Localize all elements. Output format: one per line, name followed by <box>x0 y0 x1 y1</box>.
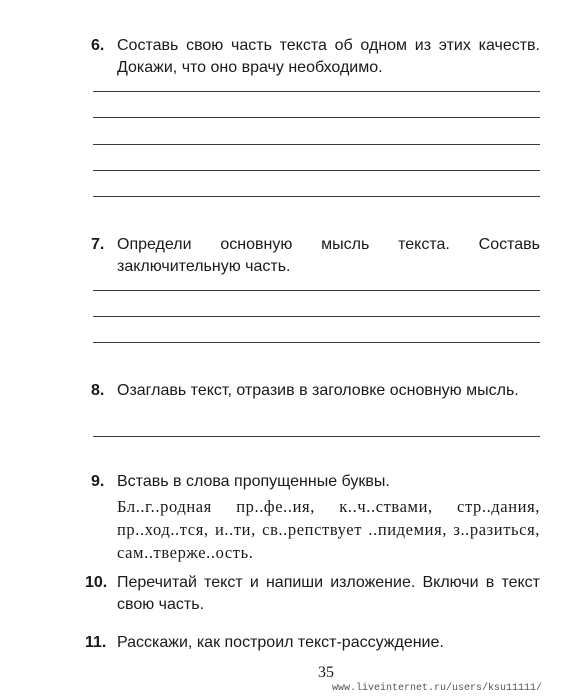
watermark: www.liveinternet.ru/users/ksu11111/ <box>332 683 543 694</box>
task-7 <box>93 234 540 278</box>
task-number: 7. <box>91 236 105 253</box>
answer-line[interactable] <box>93 144 540 145</box>
exercise-words: Бл..г..родная пр..фе..ия, к..ч..ствами, стр..дания, пр..ход..тся, и..ти, св..репствует ..пидемия, з..разиться, сам..тверже..ость. <box>117 497 540 562</box>
answer-line[interactable] <box>93 91 540 92</box>
task-9 <box>93 471 540 493</box>
answer-line[interactable] <box>93 316 540 317</box>
answer-line[interactable] <box>93 342 540 343</box>
task-text: Расскажи, как построил текст-рассуждение. <box>117 634 444 651</box>
task-number: 6. <box>91 37 105 54</box>
task-text: Определи основную мысль текста. Составь заключительную часть. <box>117 236 540 275</box>
page-number: 35 <box>318 664 334 681</box>
answer-line[interactable] <box>93 170 540 171</box>
task-11 <box>85 632 540 654</box>
task-text: Вставь в слова пропущенные буквы. <box>117 473 390 490</box>
task-text: Составь свою часть текста об одном из этих качеств. Докажи, что оно врачу необходимо. <box>117 37 540 76</box>
task-8 <box>93 380 540 402</box>
answer-line[interactable] <box>93 196 540 197</box>
task-text: Озаглавь текст, отразив в заголовке основную мысль. <box>117 382 519 399</box>
task-number: 9. <box>91 473 105 490</box>
task-10 <box>85 572 540 616</box>
answer-line[interactable] <box>93 290 540 291</box>
task-number: 11. <box>85 634 107 651</box>
answer-line[interactable] <box>93 117 540 118</box>
task-6 <box>93 35 540 79</box>
task-number: 10. <box>85 574 108 591</box>
task-number: 8. <box>91 382 105 399</box>
answer-line[interactable] <box>93 436 540 437</box>
task-text: Перечитай текст и напиши изложение. Включи в текст свою часть. <box>117 574 540 613</box>
